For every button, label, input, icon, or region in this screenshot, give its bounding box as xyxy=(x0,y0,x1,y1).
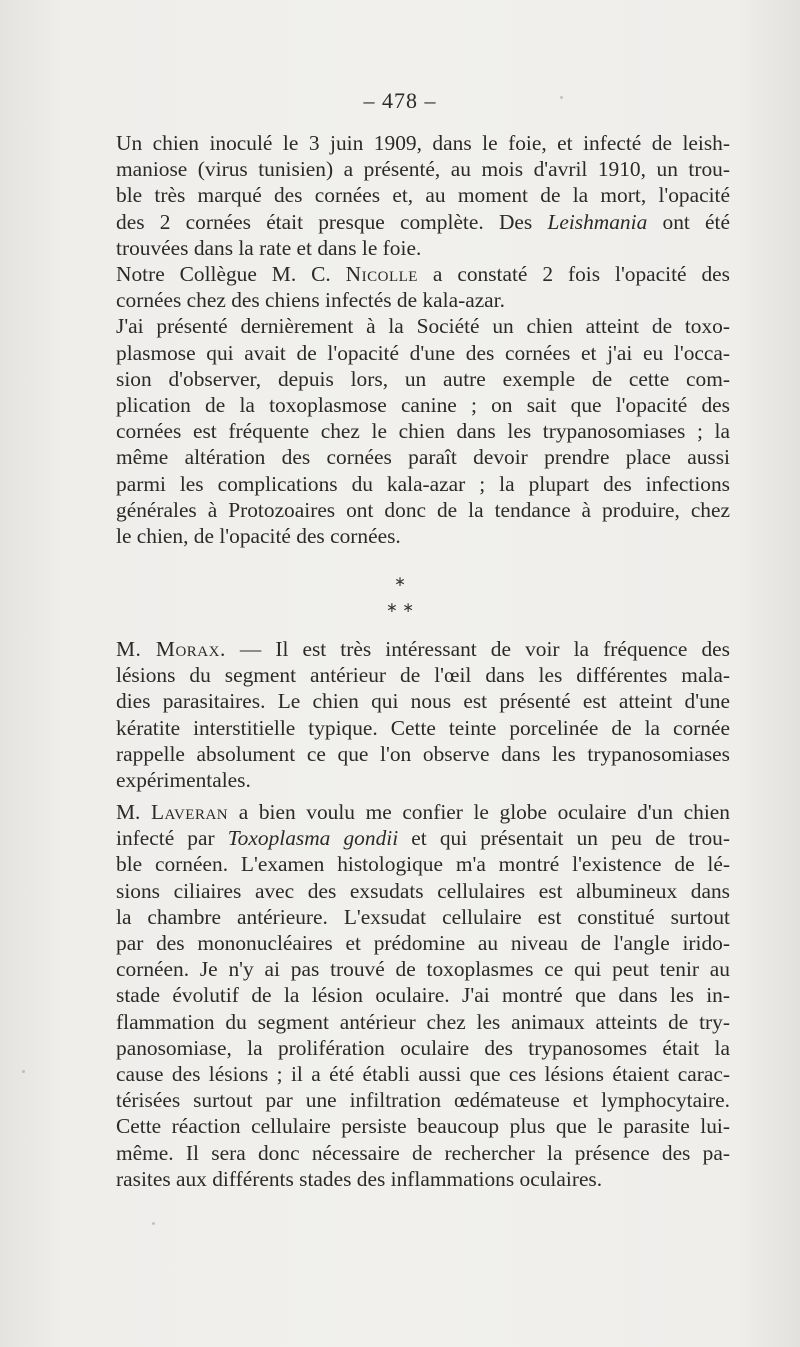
author-nicolle: Nicolle xyxy=(345,262,418,287)
paragraph-block-2 xyxy=(116,636,730,793)
text-line: kératite interstitielle typique. Cette teinte porcelinée de la cornée xyxy=(116,715,730,740)
text-line: lésions du segment antérieur de l'œil dans les différentes mala- xyxy=(116,663,730,688)
text-line: Un chien inoculé le 3 juin 1909, dans le foie, et infecté de leish- xyxy=(116,131,730,155)
toxoplasma-italic: Toxoplasma gondii xyxy=(227,826,399,851)
text-line: la chambre antérieure. L'exsudat cellulaire est constitué surtout xyxy=(116,904,730,929)
paragraph-block-1 xyxy=(116,130,730,549)
text-line: stade évolutif de la lésion oculaire. J'ai montré que dans les in- xyxy=(116,983,730,1008)
text-line: générales à Protozoaires ont donc de la tendance à produire, chez xyxy=(116,497,730,522)
text-line: des 2 cornées était presque complète. Des Leishmania ont été xyxy=(116,209,730,234)
text-line: J'ai présenté dernièrement à la Société un chien atteint de toxo- xyxy=(116,314,730,339)
text-line: rasites aux différents stades des inflammations oculaires. xyxy=(116,1166,603,1191)
scan-speck xyxy=(560,96,563,99)
text-line: cornéen. Je n'y ai pas trouvé de toxoplasmes ce qui peut tenir au xyxy=(116,957,730,982)
text-line: trouvées dans la rate et dans le foie. xyxy=(116,235,422,260)
text-line: dies parasitaires. Le chien qui nous est présenté est atteint d'une xyxy=(116,689,730,714)
author-laveran: Laveran xyxy=(150,800,229,824)
text-line: plication de la toxoplasmose canine ; on sait que l'opacité des xyxy=(116,393,730,418)
text-line: le chien, de l'opacité des cornées. xyxy=(116,524,401,549)
text-line: sion d'observer, depuis lors, un autre exemple de cette com- xyxy=(116,366,730,391)
text-line: ble très marqué des cornées et, au moment de la mort, l'opacité xyxy=(116,183,730,208)
text-line: sions ciliaires avec des exsudats cellulaires est albumineux dans xyxy=(116,878,730,903)
text-line: cornées chez des chiens infectés de kala-azar. xyxy=(116,288,505,313)
scan-speck xyxy=(152,1222,155,1225)
text-line: cause des lésions ; il a été établi aussi que ces lésions étaient carac- xyxy=(116,1062,730,1087)
scan-speck xyxy=(22,1070,25,1073)
text-line: même altération des cornées paraît devoir prendre place aussi xyxy=(116,445,730,470)
author-morax: M. Morax. xyxy=(116,637,226,661)
text-line: même. Il sera donc nécessaire de rechercher la présence des pa- xyxy=(116,1140,730,1165)
text-line: Notre Collègue M. C. Nicolle a constaté 2 fois l'opacité des xyxy=(116,262,731,287)
text-line: expérimentales. xyxy=(116,768,251,793)
text-line: rappelle absolument ce que l'on observe dans les trypanosomiases xyxy=(116,741,730,766)
leishmania-italic: Leishmania xyxy=(547,209,648,234)
text-line: panosomiase, la prolifération oculaire des trypanosomes était la xyxy=(116,1035,730,1060)
paragraph-block-3 xyxy=(116,799,730,1192)
text-line: Cette réaction cellulaire persiste beaucoup plus que le parasite lui- xyxy=(116,1114,730,1139)
text-line: infecté par Toxoplasma gondii et qui présentait un peu de trou- xyxy=(116,826,730,851)
dinkus-top: ∗ xyxy=(394,574,406,590)
page-number: – 478 – xyxy=(363,88,437,113)
text-line: M. Laveran a bien voulu me confier le globe oculaire d'un chien xyxy=(116,800,730,824)
text-line: flammation du segment antérieur chez les animaux atteints de try- xyxy=(116,1009,730,1034)
dinkus-bottom: ∗ ∗ xyxy=(386,600,414,616)
text-line: plasmose qui avait de l'opacité d'une des cornées et j'ai eu l'occa- xyxy=(116,340,730,365)
text-line: ble cornéen. L'examen histologique m'a montré l'existence de lé- xyxy=(116,852,730,877)
text-line: cornées est fréquente chez le chien dans les trypanosomiases ; la xyxy=(116,419,730,444)
text-line: maniose (virus tunisien) a présenté, au mois d'avril 1910, un trou- xyxy=(116,157,730,182)
text-line: par des mononucléaires et prédomine au niveau de l'angle irido- xyxy=(116,931,730,956)
text-line: M. Morax. — Il est très intéressant de voir la fréquence des xyxy=(116,637,730,661)
text-line: parmi les complications du kala-azar ; la plupart des infections xyxy=(116,471,730,496)
text-line: térisées surtout par une infiltration œdémateuse et lymphocytaire. xyxy=(116,1088,730,1113)
